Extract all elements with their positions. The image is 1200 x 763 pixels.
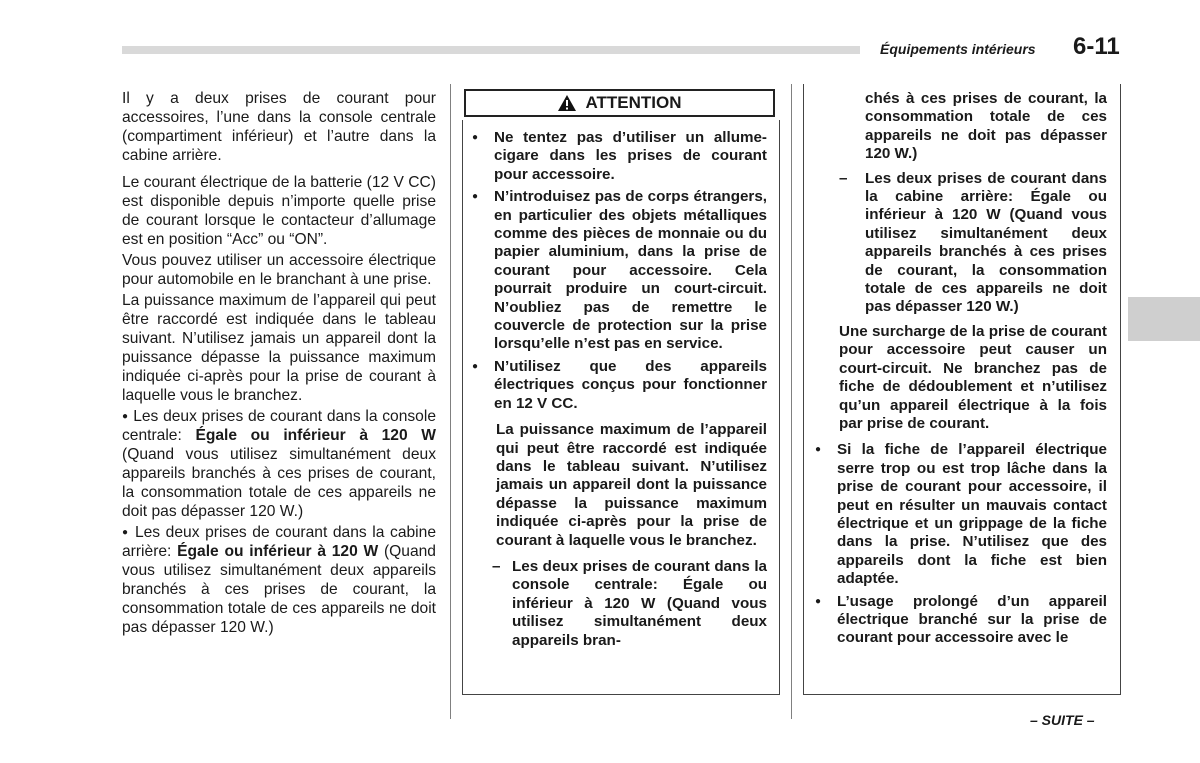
bullet-icon: ● [815, 444, 822, 456]
page-number: 6-11 [1073, 33, 1120, 60]
warning-bullet-text: N’introduisez pas de corps étrangers, en particulier des objets métalliques comme des pièces de monnaie ou du papier aluminium, dans la prise de courant pour accessoire. Cela pourrait produire un court-circuit. N’oubliez pas de remettre le couvercle de protection sur la prise lorsqu’elle n’est pas en service. [494, 188, 767, 353]
chapter-tab [1128, 297, 1200, 341]
warning-dash-text: chés à ces prises de courant, la consommation totale de ces appareils ne doit pas dépasser 120 W.) [865, 90, 1107, 163]
warning-dash-continued [815, 90, 1107, 164]
bullet-icon: ● [122, 411, 129, 422]
column-divider [791, 84, 792, 719]
paragraph-max-power: La puissance maximum de l’appareil qui peut être raccordé est indiquée dans le tableau suivant. N’utilisez jamais un appareil dont la puissance dépasse la puissance maximum indiquée ci-après pour la prise de courant à laquelle vous le branchez. [122, 292, 436, 404]
dash-icon: – [839, 169, 848, 187]
warning-bullet-text: Ne tentez pas d’utiliser un allume-cigare dans les prises de courant pour accessoire. [494, 129, 767, 183]
warning-dash-text: Les deux prises de courant dans la console centrale: Égale ou inférieur à 120 W (Quand vous utilisez simultanément deux appareils bran- [512, 557, 767, 649]
warning-dash-item [815, 170, 1107, 317]
warning-text-part1 [472, 129, 767, 656]
body-column-left [122, 89, 436, 637]
bullet-rear-bold: Égale ou inférieur à 120 W [177, 543, 379, 560]
warning-dash-text: Les deux prises de courant dans la cabine arrière: Égale ou inférieur à 120 W (Quand vous utilisez simultanément deux appareils branchés à ces prises de courant, la consommation totale de ces appareils ne doit pas dépasser 120 W.) [865, 169, 1107, 316]
paragraph-battery: Le courant électrique de la batterie (12 V CC) est disponible depuis n’importe quelle prise de courant lorsque le contacteur d’allumage est en position “Acc” ou “ON”. [122, 174, 436, 248]
continued-label: – SUITE – [1030, 712, 1095, 728]
warning-bullet [472, 188, 767, 354]
bullet-rear-cabin [122, 523, 436, 637]
warning-bullet-text: L’usage prolongé d’un appareil électrique branché sur la prise de courant pour accessoire avec le [837, 592, 1107, 647]
warning-triangle-icon [557, 94, 577, 112]
bullet-console-post: (Quand vous utilisez simultanément deux appareils branchés à ces prises de courant, la consommation totale de ces appareils ne doit pas dépasser 120 W.) [122, 446, 436, 520]
warning-subparagraph: Une surcharge de la prise de courant pour accessoire peut causer un court-circuit. Ne branchez pas de fiche de dédoublement et n’utilisez qu’un appareil électrique à la fois par prise de courant. [839, 322, 1107, 432]
warning-bullet [815, 441, 1107, 588]
bullet-console-bold: Égale ou inférieur à 120 W [195, 427, 436, 444]
bullet-icon: ● [122, 527, 130, 538]
column-divider [450, 84, 451, 719]
bullet-icon: ● [815, 595, 822, 607]
warning-bullet [472, 129, 767, 184]
bullet-rear-post: (Quand vous utilisez simultanément deux appareils branchés à ces prises de courant, la consommation totale de ces appareils ne doit pas dépasser 120 W.) [122, 543, 436, 636]
paragraph-intro: Il y a deux prises de courant pour accessoires, l’une dans la console centrale (compartiment inférieur) et l’autre dans la cabine arrière. [122, 90, 436, 164]
warning-bullet [815, 593, 1107, 648]
bullet-console [122, 407, 436, 521]
bullet-icon: ● [472, 191, 479, 203]
bullet-icon: ● [472, 360, 479, 372]
attention-title: ATTENTION [585, 93, 682, 112]
warning-subparagraph: La puissance maximum de l’appareil qui peut être raccordé est indiquée dans le tableau suivant. N’utilisez jamais un appareil dont la puissance dépasse la puissance maximum indiquée ci-après pour la prise de courant à laquelle vous le branchez. [496, 421, 767, 549]
warning-bullet [472, 358, 767, 413]
section-title: Équipements intérieurs [880, 41, 1036, 57]
bullet-rear-pre: Les deux prises de courant dans la cabine arrière: [122, 524, 436, 560]
bullet-icon: ● [472, 132, 479, 143]
warning-dash-item [472, 558, 767, 650]
header-rule [122, 46, 860, 54]
warning-bullet-text: N’utilisez que des appareils électriques conçus pour fonctionner en 12 V CC. [494, 357, 767, 412]
warning-text-part2 [815, 90, 1107, 652]
attention-header [464, 89, 775, 117]
warning-bullet-text: Si la fiche de l’appareil électrique serre trop ou est trop lâche dans la prise de courant pour accessoire, il peut en résulter un mauvais contact électrique et un grippage de la fiche dans la prise. N’utilisez que des appareils dont la fiche est bien adaptée. [837, 441, 1107, 588]
paragraph-accessory: Vous pouvez utiliser un accessoire électrique pour automobile en le branchant à une prise. [122, 252, 436, 288]
bullet-console-pre: Les deux prises de courant dans la console centrale: [122, 408, 436, 444]
dash-icon: – [492, 557, 501, 575]
